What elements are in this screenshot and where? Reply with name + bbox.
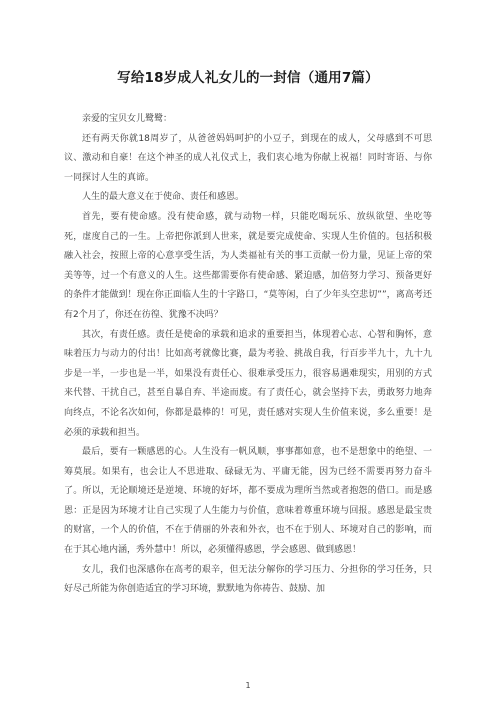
paragraph: 其次，有责任感。责任是使命的承载和追求的重要担当，体现着心志、心智和胸怀，意味着压力与动力的付出！比如高考就像比赛，最为考验、挑战自我，行百步半九十，九十九步是一半，一步也是一半，如果没有责任心、很难承受压力，很容易遇难现实，用别的方式来代替、干扰自己，甚至自暴自弃、半途而废。有了责任心，就会坚持下去，勇敢努力地奔向终点，不论名次如何，你都是最棒的！可见，责任感对实现人生价值来说，多么重要！是必须的承载和担当。 (64, 329, 432, 438)
page-number: 1 (245, 681, 251, 690)
paragraph: 还有两天你就18周岁了，从爸爸妈妈呵护的小豆子，到现在的成人，父母感到不可思议、激动和自豪！在这个神圣的成人礼仪式上，我们衷心地为你献上祝福！同时寄语、与你一同探讨人生的真谛。 (64, 133, 432, 183)
document-body (64, 110, 432, 600)
paragraph: 女儿，我们也深感你在高考的艰辛，但无法分解你的学习压力、分担你的学习任务，只好尽己所能为你创造适宜的学习环境，默默地为你祷告、鼓励、加 (64, 564, 432, 595)
paragraph: 人生的最大意义在于使命、责任和感恩。 (82, 192, 245, 203)
paragraph: 首先，要有使命感。没有使命感，就与动物一样，只能吃喝玩乐、放纵欲望、坐吃等死，虚度自己的一生。上帝把你派到人世来，就是要完成使命、实现人生价值的。包括积极融入社会，按照上帝的心意享受生活，为人类福祉有关的事工贡献一份力量，见证上帝的荣美等等，过一个有意义的人生。这些都需要你有使命感、紧迫感，加倍努力学习、预备更好的条件才能做到！现在你正面临人生的十字路口，“莫等闲，白了少年头空悲切””，离高考还有2个月了，你还在彷徨、犹豫不决吗？ (64, 211, 432, 320)
salutation: 亲爱的宝贝女儿鹭鹭： (82, 114, 173, 124)
document-title: 写给18岁成人礼女儿的一封信（通用7篇） (117, 70, 379, 86)
paragraph: 最后，要有一颗感恩的心。人生没有一帆风顺，事事都如意，也不是想象中的绝望、一筹莫展。如果有，也会让人不思进取、碌碌无为、平庸无能，因为已经不需要再努力奋斗了。所以，无论顺境还是逆境、环境的好坏，都不要成为理所当然或者抱怨的借口。而是感恩：正是因为环境才让自己实现了人生能力与价值，意味着尊重环境与回报。感恩是最宝贵的财富，一个人的价值，不在于倩丽的外表和外衣，也不在于别人、环境对自己的影响，而在于其心地内涵，秀外慧中！所以，必须懂得感恩，学会感恩、做到感恩！ (64, 447, 432, 556)
